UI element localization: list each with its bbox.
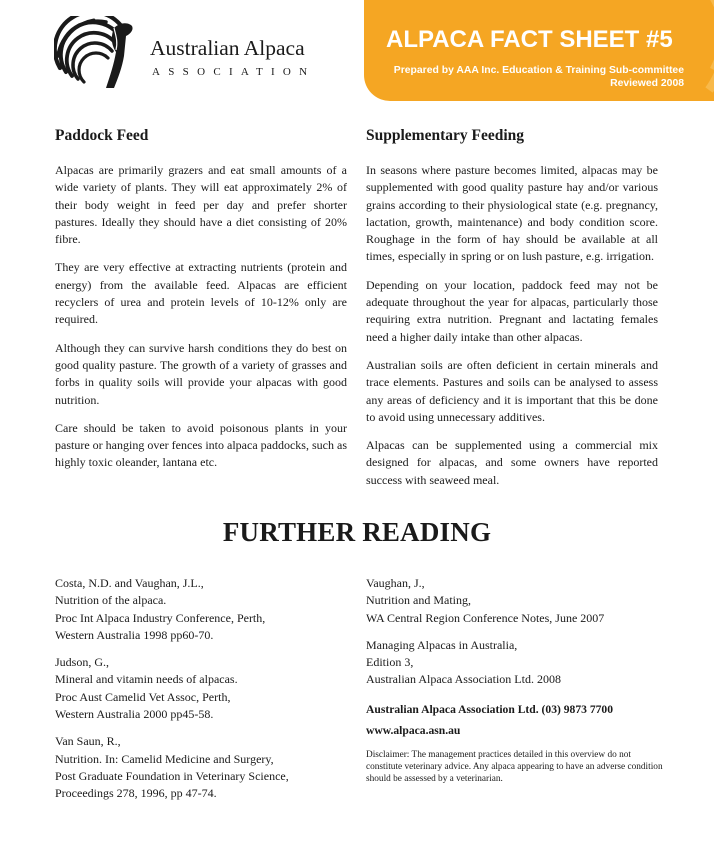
disclaimer: Disclaimer: The management practices detailed in this overview do not constitute veterinary advice. Any alpaca appearing to have an adverse condition should be assessed by a veterinarian. [366, 749, 663, 785]
reference-entry [366, 637, 666, 689]
logo-subtitle: ASSOCIATION [152, 66, 316, 78]
supplementary-feeding-section [366, 127, 658, 500]
logo-name: Australian Alpaca [150, 36, 305, 60]
reference-line: Proc Int Alpaca Industry Conference, Perth, [55, 610, 266, 625]
reference-entry [366, 575, 666, 627]
reference-entry [55, 733, 355, 802]
paragraph: Care should be taken to avoid poisonous plants in your pasture or hanging over fences into alpaca paddocks, such as highly toxic oleander, lantana etc. [55, 420, 347, 470]
paddock-feed-heading: Paddock Feed [55, 127, 149, 144]
contact-block [366, 699, 666, 741]
reference-entry [55, 575, 355, 644]
paragraph: They are very effective at extracting nutrients (protein and energy) from the available feed. Alpacas are efficient recyclers of urea and protein levels of 10-12% only are required. [55, 260, 347, 327]
paragraph: Although they can survive harsh conditions they do best on good quality pasture. The growth of a variety of grasses and forbs in quality soils will provide your alpacas with good nutrition. [55, 340, 347, 407]
paragraph: Depending on your location, paddock feed may not be adequate throughout the year for alpacas, particularly those requiring extra nutrition. Pregnant and lactating females need a higher daily intake than other alpacas. [366, 277, 658, 344]
subtitle-prepared-by: Prepared by AAA Inc. Education & Training Sub-committee [393, 65, 684, 76]
paragraph: Alpacas are primarily grazers and eat small amounts of a wide variety of plants. They will eat approximately 2% of their body weight in feed per day and prefer shorter pastures. Ideally they should have a diet consisting of 20% fibre. [55, 163, 347, 247]
reference-line: Post Graduate Foundation in Veterinary Science, [55, 768, 289, 783]
reference-entry [55, 654, 355, 723]
reference-line: Mineral and vitamin needs of alpacas. [55, 672, 238, 687]
reference-line: Proc Aust Camelid Vet Assoc, Perth, [55, 689, 231, 704]
reference-line: Edition 3, [366, 655, 414, 670]
reference-line: Vaughan, J., [366, 576, 425, 590]
paragraph: Australian soils are often deficient in certain minerals and trace elements. Pastures and soils can be analysed to assess any areas of deficiency and it is important that this be done to avoid using unnecessary additives. [366, 357, 658, 424]
contact-website: www.alpaca.asn.au [366, 723, 461, 737]
paddock-feed-section [55, 127, 347, 483]
supplementary-feeding-heading: Supplementary Feeding [366, 127, 525, 144]
reference-line: Western Australia 1998 pp60-70. [55, 627, 214, 642]
fact-sheet-subtitle [394, 64, 684, 90]
reference-line: Costa, N.D. and Vaughan, J.L., [55, 576, 204, 590]
reference-line: Proceedings 278, 1996, pp 47-74. [55, 786, 217, 801]
alpaca-swirl-logo-icon [54, 16, 146, 90]
references-left [55, 575, 355, 813]
reference-line: Van Saun, R., [55, 734, 121, 749]
contact-org-phone: Australian Alpaca Association Ltd. (03) 9873 7700 [366, 702, 614, 716]
reference-line: Australian Alpaca Association Ltd. 2008 [366, 672, 561, 687]
subtitle-reviewed: Reviewed 2008 [610, 78, 684, 89]
association-logo [54, 16, 344, 90]
fact-sheet-title: ALPACA FACT SHEET #5 [386, 26, 673, 53]
reference-line: Western Australia 2000 pp45-58. [55, 707, 214, 722]
reference-line: Nutrition of the alpaca. [55, 593, 167, 608]
further-reading-heading: FURTHER READING [222, 517, 492, 547]
reference-line: Managing Alpacas in Australia, [366, 637, 518, 652]
paragraph: In seasons where pasture becomes limited, alpacas may be supplemented with good quality pasture hay and/or various grains according to their physiological state (e.g. pregnancy, lactation, growth, maintenance) and body condition score. Roughage in the form of hay should be available at all times, especially in spring or on lush pasture, e.g. irrigation. [366, 163, 658, 264]
reference-line: WA Central Region Conference Notes, June 2007 [366, 610, 605, 625]
references-right [366, 575, 666, 785]
reference-line: Nutrition and Mating, [366, 593, 471, 608]
paragraph: Alpacas can be supplemented using a commercial mix designed for alpacas, and some owners have reported success with seaweed meal. [366, 438, 658, 487]
reference-line: Nutrition. In: Camelid Medicine and Surgery, [55, 751, 274, 766]
reference-line: Judson, G., [55, 655, 110, 670]
fact-sheet-banner [364, 0, 714, 101]
